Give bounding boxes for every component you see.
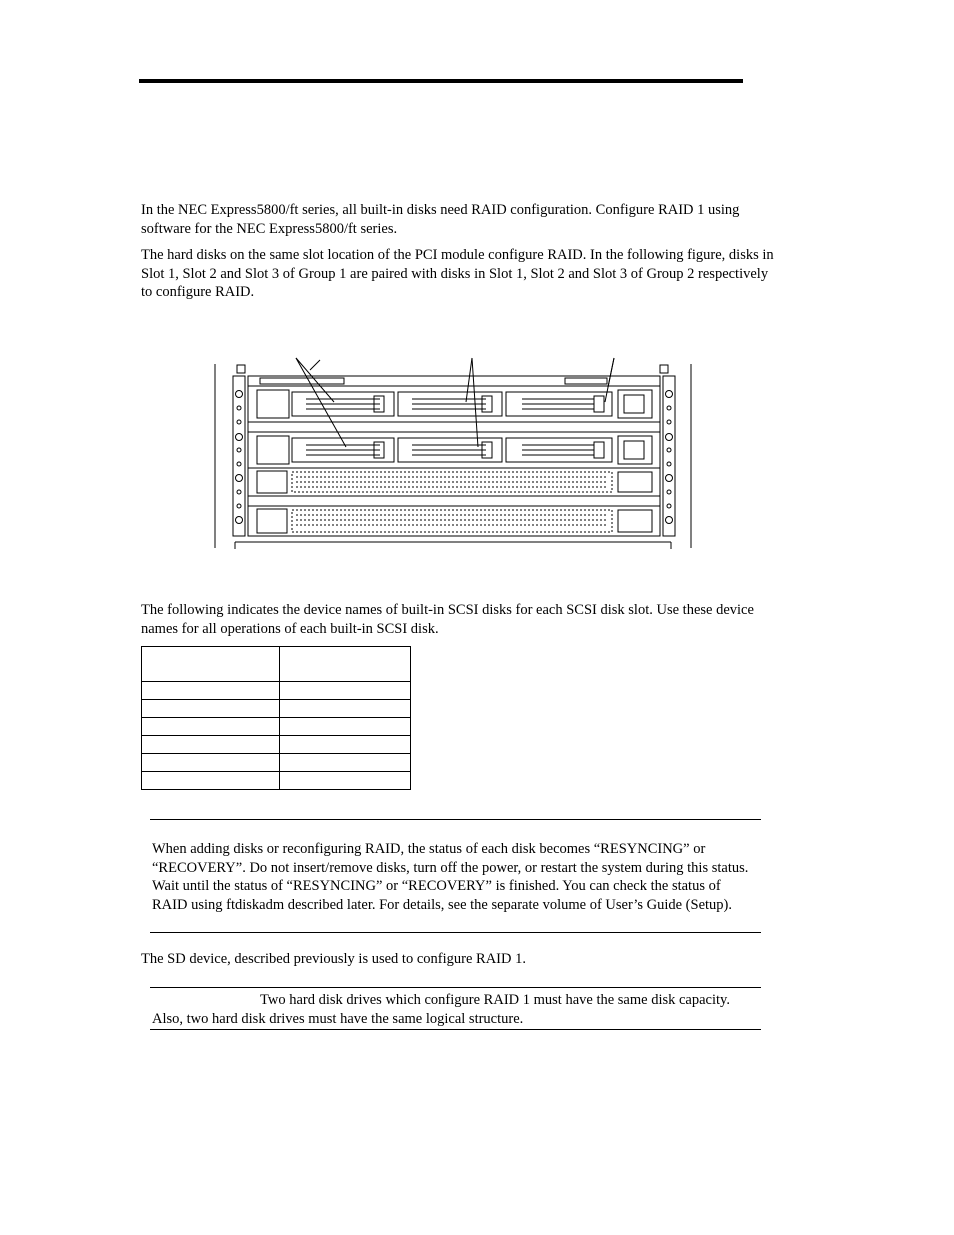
table-cell: [280, 718, 411, 736]
device-name-table: [141, 646, 411, 790]
rack-ear-left: [233, 376, 245, 536]
header-rule: [139, 79, 743, 83]
rack-tab-left: [237, 365, 245, 373]
raid-intro-paragraph: In the NEC Express5800/ft series, all built-in disks need RAID configuration. Configure RAID 1 using software for the NEC Express5800/ft series.: [141, 202, 740, 237]
resync-note-box: [150, 819, 761, 933]
table-header-row: [142, 647, 411, 682]
rack-ear-right: [663, 376, 675, 536]
capacity-note-box: [150, 987, 761, 1030]
resync-note-text: When adding disks or reconfiguring RAID, the status of each disk becomes “RESYNCING” or “RECOVERY”. Do not insert/remove disks, turn off the power, or restart the system during this status. Wait until the status of “RESYNCING” or “RECOVERY” is finished. You can check the status of RAID using ftdiskadm described later. For details, see the separate volume of User’s Guide (Setup).: [152, 841, 749, 913]
table-row: [142, 718, 411, 736]
table-cell: [280, 754, 411, 772]
table-cell: [142, 754, 280, 772]
table-cell: [142, 736, 280, 754]
sd-device-paragraph: The SD device, described previously is used to configure RAID 1.: [141, 951, 526, 967]
module-group-2: [248, 422, 660, 468]
server-chassis-figure: [210, 352, 696, 568]
table-row: [142, 700, 411, 718]
table-cell: [142, 700, 280, 718]
rack-tab-right: [660, 365, 668, 373]
table-row: [142, 772, 411, 790]
table-cell: [280, 772, 411, 790]
table-cell: [280, 682, 411, 700]
capacity-note-text: Two hard disk drives which configure RAID 1 must have the same disk capacity. Also, two hard disk drives must have the same logical structure.: [152, 992, 730, 1027]
table-cell: [280, 736, 411, 754]
table-row: [142, 736, 411, 754]
cpu-module-1: [248, 468, 660, 496]
table-row: [142, 682, 411, 700]
table-cell: [142, 718, 280, 736]
table-header-cell: [280, 647, 411, 682]
cpu-module-2: [248, 496, 660, 536]
table-cell: [142, 682, 280, 700]
table-cell: [280, 700, 411, 718]
slot-pairing-paragraph: The hard disks on the same slot location of the PCI module configure RAID. In the following figure, disks in Slot 1, Slot 2 and Slot 3 of Group 1 are paired with disks in Slot 1, Slot 2 and Slot 3 of Group 2 respectively to configure RAID.: [141, 247, 774, 300]
table-header-cell: [142, 647, 280, 682]
slot-leader-lines: [296, 358, 614, 447]
table-cell: [142, 772, 280, 790]
table-row: [142, 754, 411, 772]
device-names-paragraph: The following indicates the device names of built-in SCSI disks for each SCSI disk slot. Use these device names for all operations of each built-in SCSI disk.: [141, 602, 754, 637]
